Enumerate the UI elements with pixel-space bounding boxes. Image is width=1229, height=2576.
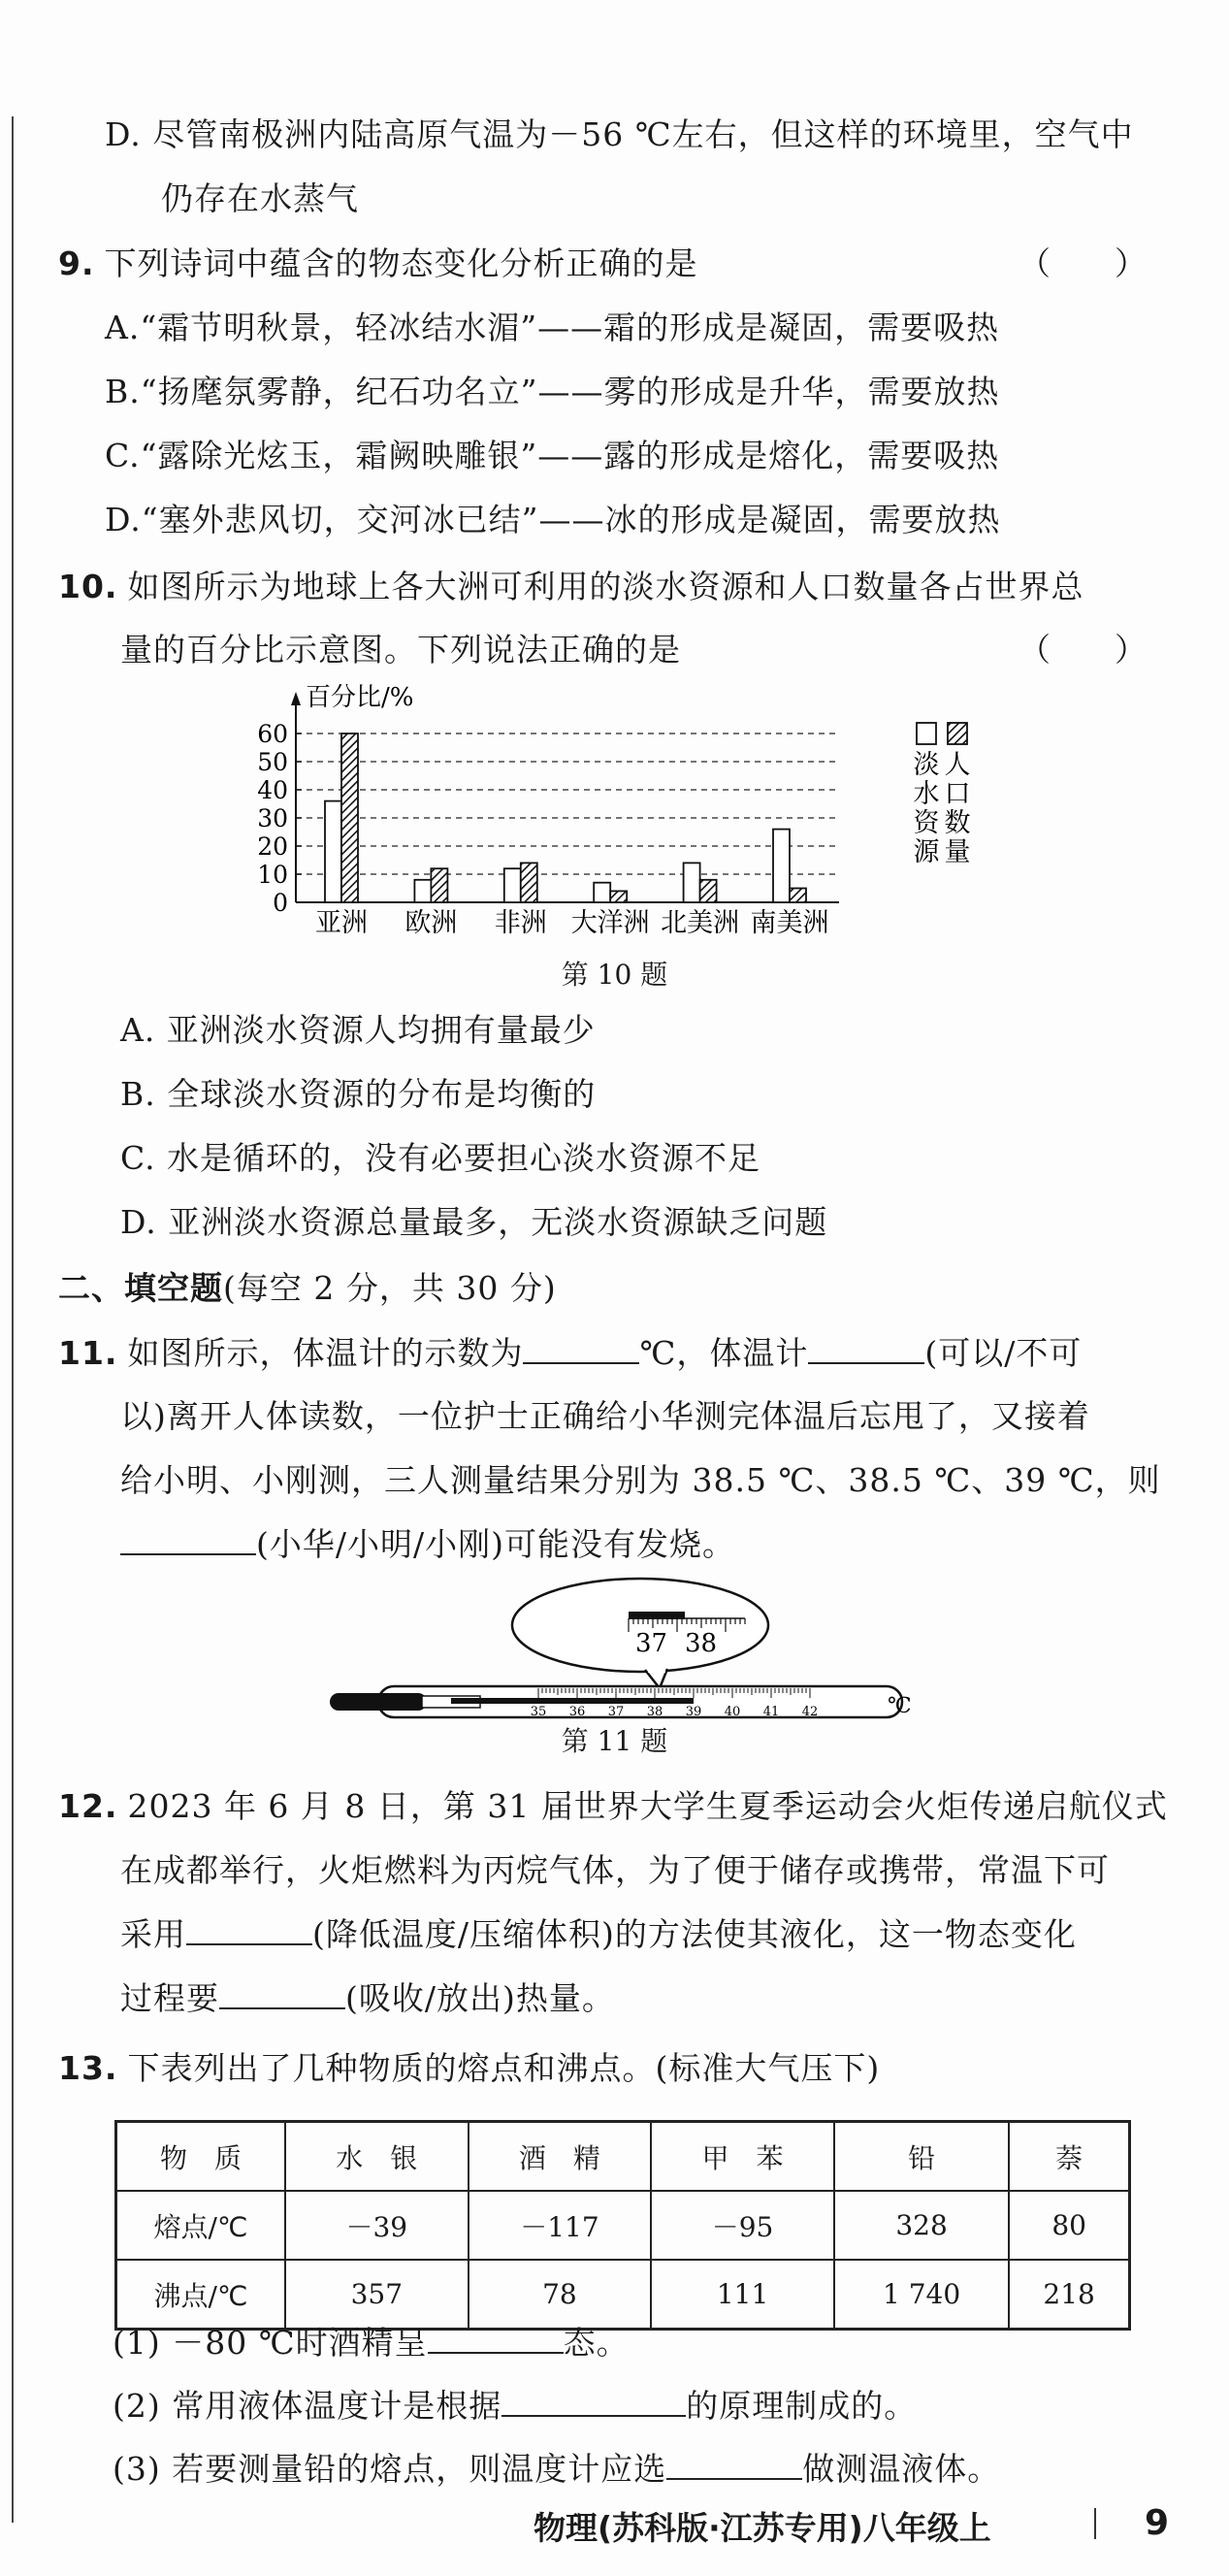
q10-bar-chart	[223, 683, 971, 961]
q12-number: 12.	[58, 1787, 118, 1825]
bar-population-4	[700, 880, 717, 902]
q11-text-1c: (可以/不可	[924, 1334, 1083, 1372]
q12-line2: 在成都举行，火炬燃料为丙烷气体，为了便于储存或携带，常温下可	[120, 1851, 1110, 1889]
table-cell: 328	[834, 2191, 1009, 2260]
y-tick-label: 10	[257, 861, 288, 889]
q13-sub1-text-a: (1) －80 ℃时酒精呈	[113, 2324, 428, 2362]
table-row-label: 熔点/℃	[116, 2191, 286, 2260]
bar-freshwater-3	[594, 883, 610, 902]
bar-population-3	[610, 891, 627, 902]
zoom-tick-label-38: 38	[685, 1629, 718, 1658]
q11-text-1b: ℃，体温计	[639, 1334, 809, 1372]
bar-population-2	[521, 863, 537, 902]
section-note: (每空 2 分，共 30 分)	[223, 1269, 557, 1307]
table-cell: 80	[1009, 2191, 1129, 2260]
q9-option-a: A.“霜节明秋景，轻冰结水湄”——霜的形成是凝固，需要吸热	[105, 309, 1000, 346]
y-tick-label: 30	[257, 804, 288, 832]
legend-char: 水	[913, 779, 940, 809]
table-row-label: 沸点/℃	[116, 2260, 286, 2330]
q12-line4	[120, 1977, 615, 2020]
q11-figure-caption: 第 11 题	[561, 1725, 668, 1757]
q11-line2: 以)离开人体读数，一位护士正确给小华测完体温后忘甩了，又接着	[120, 1397, 1090, 1435]
q10-stem-line1	[58, 566, 1083, 608]
table-cell: －95	[651, 2191, 834, 2260]
section-title: 二、填空题	[58, 1269, 223, 1307]
q12-blank-method[interactable]	[186, 1914, 312, 1945]
table-header-cell: 铅	[834, 2122, 1009, 2192]
table-row	[116, 2191, 1130, 2260]
thermometer-bulb	[330, 1693, 427, 1711]
q13-sub3-text-a: (3) 若要测量铅的熔点，则温度计应选	[113, 2450, 667, 2488]
bar-freshwater-5	[773, 830, 790, 902]
q11-text-1a: 如图所示，体温计的示数为	[127, 1334, 524, 1372]
footer-book-title	[534, 2503, 991, 2549]
bar-population-5	[790, 889, 806, 903]
table-header-cell: 萘	[1009, 2122, 1129, 2192]
table-header-cell: 甲 苯	[651, 2122, 834, 2192]
q12-text-3a: 采用	[120, 1915, 186, 1953]
bar-freshwater-4	[684, 863, 700, 902]
q13-sub2	[113, 2385, 917, 2428]
q12-text-1: 2023 年 6 月 8 日，第 31 届世界大学生夏季运动会火炬传递启航仪式	[127, 1787, 1168, 1825]
q9-option-c: C.“露除光炫玉，霜阙映雕银”——露的形成是熔化，需要吸热	[105, 437, 1000, 474]
q11-text-4: (小华/小明/小刚)可能没有发烧。	[256, 1525, 735, 1563]
q9-stem	[58, 243, 698, 285]
y-axis-label: 百分比/%	[306, 683, 414, 712]
thermometer-tick-label: 36	[568, 1705, 586, 1719]
q11-thermometer-figure	[330, 1572, 931, 1727]
bar-freshwater-1	[414, 880, 431, 902]
table-row	[116, 2260, 1130, 2330]
q9-number: 9.	[58, 245, 95, 282]
chart-legend	[914, 723, 971, 867]
q11-number: 11.	[58, 1334, 118, 1372]
melting-boiling-table	[114, 2120, 1131, 2331]
q10-answer-paren: （ ）	[1019, 631, 1147, 668]
table-cell: －117	[469, 2191, 652, 2260]
thermometer-unit: ℃	[888, 1694, 912, 1718]
y-tick-label: 60	[257, 720, 288, 748]
legend-char: 数	[944, 808, 971, 838]
table-header-cell: 酒 精	[469, 2122, 652, 2192]
q13-blank-state[interactable]	[428, 2323, 564, 2354]
thermometer-tick-label: 35	[530, 1705, 547, 1719]
table-header-cell: 水 银	[285, 2122, 469, 2192]
legend-char: 源	[913, 837, 940, 867]
q9-option-b: B.“扬麾氛雾静，纪石功名立”——雾的形成是升华，需要放热	[105, 373, 1000, 410]
q13-sub3-text-b: 做测温液体。	[802, 2450, 1001, 2488]
bar-population-1	[431, 868, 447, 902]
q13-sub2-text-b: 的原理制成的。	[686, 2387, 918, 2425]
q11-line1	[58, 1332, 1082, 1375]
y-tick-label: 40	[257, 776, 288, 804]
x-tick-label: 大洋洲	[570, 908, 650, 938]
thermometer-tick-label: 41	[762, 1705, 780, 1719]
q9-option-d: D.“塞外悲风切，交河冰已结”——冰的形成是凝固，需要放热	[105, 501, 1001, 538]
zoom-tick-label-37: 37	[635, 1629, 668, 1658]
table-cell: 218	[1009, 2260, 1129, 2330]
q11-line4	[120, 1523, 735, 1566]
chart-axes	[291, 692, 839, 902]
chart-grid	[296, 734, 839, 874]
q10-number: 10.	[58, 568, 118, 605]
legend-swatch-freshwater	[917, 723, 936, 744]
page-number: 9	[1145, 2503, 1170, 2543]
q13-blank-liquid[interactable]	[666, 2449, 802, 2480]
thermometer-tick-label: 38	[646, 1705, 663, 1719]
q11-blank-reading[interactable]	[523, 1333, 639, 1364]
q10-option-d: D. 亚洲淡水资源总量最多，无淡水资源缺乏问题	[120, 1203, 828, 1241]
q10-option-b: B. 全球淡水资源的分布是均衡的	[120, 1075, 597, 1113]
zoom-mercury	[629, 1612, 685, 1619]
bar-freshwater-2	[504, 868, 521, 902]
x-tick-label: 亚洲	[315, 908, 368, 938]
legend-swatch-population	[948, 723, 967, 744]
table-header-row	[116, 2122, 1130, 2192]
table-header-cell: 物 质	[116, 2122, 286, 2192]
margin-rule	[12, 116, 14, 2523]
thermometer-tick-label: 42	[801, 1705, 819, 1719]
q10-option-c: C. 水是循环的，没有必要担心淡水资源不足	[120, 1139, 761, 1177]
bar-freshwater-0	[325, 801, 341, 902]
thermometer-tick-label: 40	[724, 1705, 741, 1719]
legend-char: 口	[944, 779, 971, 809]
table-cell: 111	[651, 2260, 834, 2330]
q13-stem	[58, 2047, 880, 2090]
legend-char: 资	[913, 808, 940, 838]
q11-blank-leave-body[interactable]	[808, 1333, 924, 1364]
legend-char: 淡	[913, 750, 940, 780]
q13-stem-text: 下表列出了几种物质的熔点和沸点。(标准大气压下)	[127, 2049, 881, 2087]
q10-figure-caption: 第 10 题	[561, 959, 668, 991]
x-tick-label: 非洲	[494, 908, 547, 938]
q12-line1	[58, 1785, 1168, 1828]
footer-divider	[1094, 2508, 1096, 2539]
q13-sub1-text-b: 态。	[563, 2324, 630, 2362]
q12-text-4a: 过程要	[120, 1979, 219, 2017]
q13-blank-principle[interactable]	[501, 2386, 686, 2417]
legend-char: 量	[944, 837, 971, 867]
q13-number: 13.	[58, 2049, 118, 2087]
footer-text: 物理(苏科版·江苏专用)八年级上	[534, 2509, 991, 2547]
y-tick-label: 0	[273, 889, 288, 917]
y-tick-label: 50	[257, 748, 288, 776]
thermometer-mercury	[451, 1698, 694, 1704]
q13-sub2-text-a: (2) 常用液体温度计是根据	[113, 2387, 502, 2425]
x-tick-label: 北美洲	[661, 908, 740, 938]
q12-blank-heat[interactable]	[219, 1978, 345, 2009]
q12-text-4b: (吸收/放出)热量。	[345, 1979, 615, 2017]
q8-option-d-line2: 仍存在水蒸气	[161, 179, 359, 217]
y-tick-label: 20	[257, 832, 288, 861]
thermometer-tick-label: 39	[685, 1705, 702, 1719]
q13-sub1	[113, 2322, 630, 2364]
table-cell: 357	[285, 2260, 469, 2330]
thermometer-tick-label: 37	[607, 1705, 625, 1719]
q10-stem-line2: 量的百分比示意图。下列说法正确的是	[120, 631, 681, 668]
q12-text-3b: (降低温度/压缩体积)的方法使其液化，这一物态变化	[312, 1915, 1077, 1953]
table-cell: 1 740	[834, 2260, 1009, 2330]
x-tick-label: 欧洲	[404, 908, 458, 938]
q8-option-d-line1: D. 尽管南极洲内陆高原气温为－56 ℃左右，但这样的环境里，空气中	[105, 115, 1134, 153]
q12-line3	[120, 1913, 1077, 1956]
section-heading	[58, 1267, 557, 1310]
q10-stem-text1: 如图所示为地球上各大洲可利用的淡水资源和人口数量各占世界总	[127, 568, 1084, 605]
x-tick-label: 南美洲	[750, 908, 829, 938]
q11-blank-no-fever[interactable]	[120, 1524, 256, 1555]
q9-stem-text: 下列诗词中蕴含的物态变化分析正确的是	[104, 245, 698, 282]
table-cell: 78	[469, 2260, 652, 2330]
q9-answer-paren: （ ）	[1019, 245, 1147, 282]
table-cell: －39	[285, 2191, 469, 2260]
q13-sub3	[113, 2448, 1000, 2491]
q11-line3: 给小明、小刚测，三人测量结果分别为 38.5 ℃、38.5 ℃、39 ℃，则	[120, 1461, 1161, 1499]
q10-option-a: A. 亚洲淡水资源人均拥有量最少	[120, 1011, 596, 1049]
y-axis-arrow	[291, 692, 301, 705]
legend-char: 人	[944, 750, 971, 780]
bar-population-0	[341, 734, 358, 902]
